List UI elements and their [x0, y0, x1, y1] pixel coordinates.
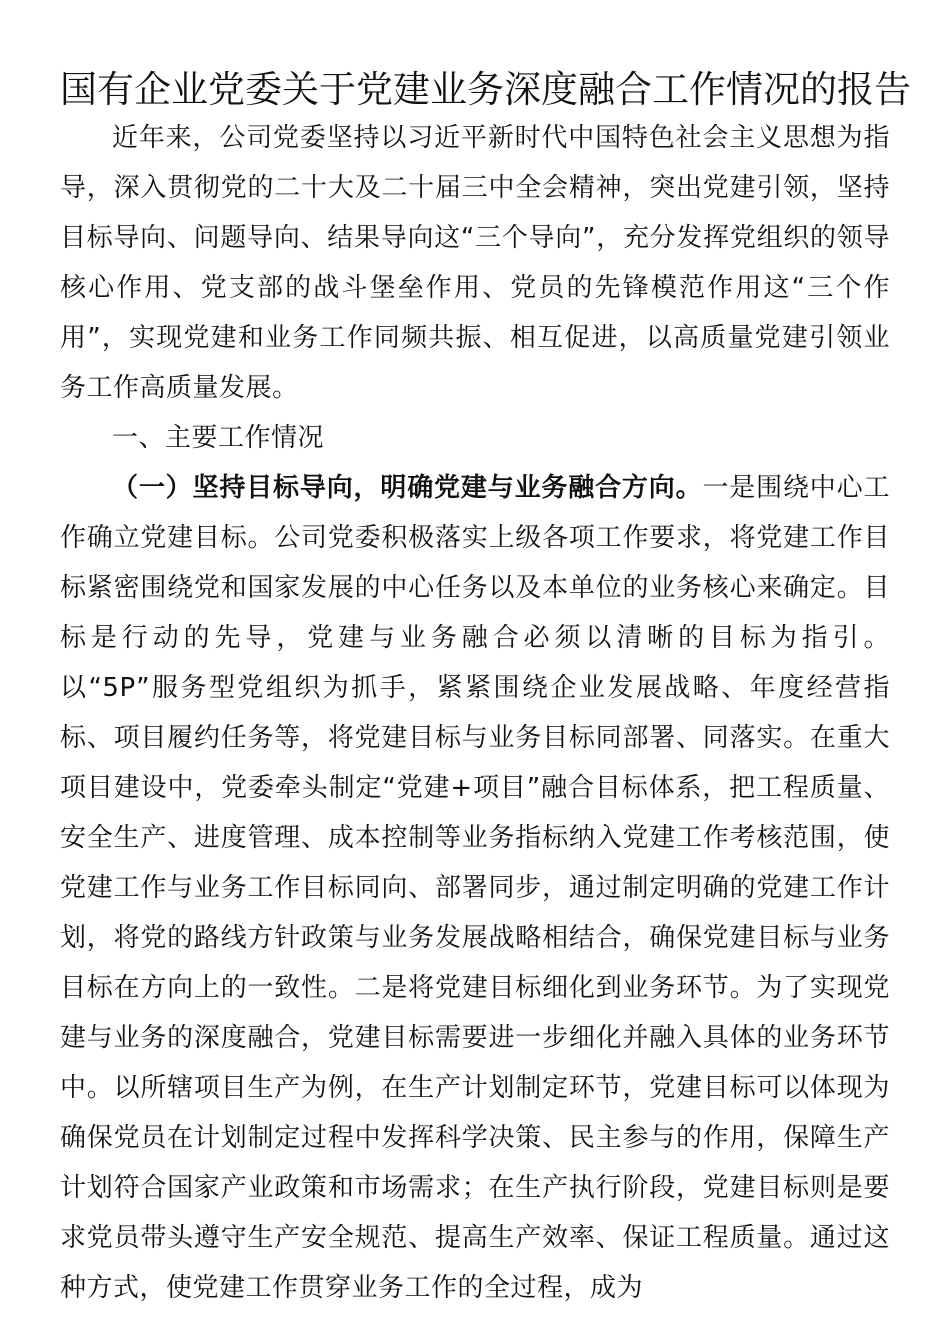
subsection-paragraph — [60, 463, 890, 1313]
subsection-body: 一是围绕中心工作确立党建目标。公司党委积极落实上级各项工作要求，将党建工作目标紧密围绕党和国家发展的中心任务以及本单位的业务核心来确定。目标是行动的先导，党建与业务融合必须以清晰的目标为指引。以“5P”服务型党组织为抓手，紧紧围绕企业发展战略、年度经营指标、项目履约任务等，将党建目标与业务目标同部署、同落实。在重大项目建设中，党委牵头制定“党建+项目”融合目标体系，把工程质量、安全生产、进度管理、成本控制等业务指标纳入党建工作考核范围，使党建工作与业务工作目标同向、部署同步，通过制定明确的党建工作计划，将党的路线方针政策与业务发展战略相结合，确保党建目标与业务目标在方向上的一致性。二是将党建目标细化到业务环节。为了实现党建与业务的深度融合，党建目标需要进一步细化并融入具体的业务环节中。以所辖项目生产为例，在生产计划制定环节，党建目标可以体现为确保党员在计划制定过程中发挥科学决策、民主参与的作用，保障生产计划符合国家产业政策和市场需求；在生产执行阶段，党建目标则是要求党员带头遵守生产安全规范、提高生产效率、保证工程质量。通过这种方式，使党建工作贯穿业务工作的全过程，成为 — [60, 473, 890, 1303]
document-title: 国有企业党委关于党建业务深度融合工作情况的报告 — [60, 68, 911, 111]
section-heading: 一、主要工作情况 — [112, 423, 325, 453]
subsection-heading: （一）坚持目标导向，明确党建与业务融合方向。 — [112, 473, 703, 503]
document-body — [60, 113, 890, 1313]
intro-paragraph: 近年来，公司党委坚持以习近平新时代中国特色社会主义思想为指导，深入贯彻党的二十大及二十届三中全会精神，突出党建引领，坚持目标导向、问题导向、结果导向这“三个导向”，充分发挥党组织的领导核心作用、党支部的战斗堡垒作用、党员的先锋模范作用这“三个作用”，实现党建和业务工作同频共振、相互促进，以高质量党建引领业务工作高质量发展。 — [60, 123, 890, 403]
